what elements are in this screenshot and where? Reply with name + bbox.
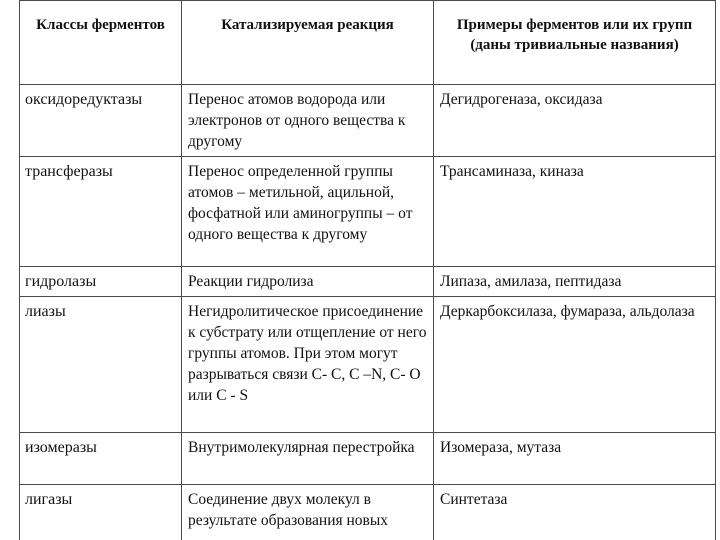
enzyme-class-cell: лигазы <box>20 485 182 540</box>
table-row <box>20 267 716 297</box>
examples-cell: Деркарбоксилаза, фумараза, альдолаза <box>434 297 716 433</box>
examples-cell: Синтетаза <box>434 485 716 540</box>
examples-cell: Изомераза, мутаза <box>434 433 716 485</box>
reaction-cell: Перенос определенной группы атомов – метильной, ацильной, фосфатной или аминогруппы – от одного вещества к другому <box>182 157 434 267</box>
reaction-cell: Реакции гидролиза <box>182 267 434 297</box>
enzyme-class-cell: изомеразы <box>20 433 182 485</box>
enzyme-classes-table <box>19 0 716 540</box>
examples-cell: Трансаминаза, киназа <box>434 157 716 267</box>
reaction-cell: Перенос атомов водорода или электронов от одного вещества к другому <box>182 85 434 157</box>
enzyme-class-cell: трансферазы <box>20 157 182 267</box>
enzyme-class-cell: гидролазы <box>20 267 182 297</box>
table-row <box>20 433 716 485</box>
table-header-row <box>20 1 716 85</box>
reaction-cell: Внутримолекулярная перестройка <box>182 433 434 485</box>
table-row <box>20 485 716 540</box>
table-row <box>20 85 716 157</box>
examples-cell: Липаза, амилаза, пептидаза <box>434 267 716 297</box>
enzyme-class-cell: лиазы <box>20 297 182 433</box>
enzyme-class-cell: оксидоредуктазы <box>20 85 182 157</box>
table-row <box>20 297 716 433</box>
reaction-cell: Соединение двух молекул в результате образования новых <box>182 485 434 540</box>
header-enzyme-classes: Классы ферментов <box>20 1 182 85</box>
examples-cell: Дегидрогеназа, оксидаза <box>434 85 716 157</box>
table-row <box>20 157 716 267</box>
header-catalyzed-reaction: Катализируемая реакция <box>182 1 434 85</box>
reaction-cell: Негидролитическое присоединение к субстрату или отщепление от него группы атомов. При этом могут разрываться связи С- С, С –N, С- О или С - S <box>182 297 434 433</box>
header-enzyme-examples: Примеры ферментов или их групп (даны тривиальные названия) <box>434 1 716 85</box>
